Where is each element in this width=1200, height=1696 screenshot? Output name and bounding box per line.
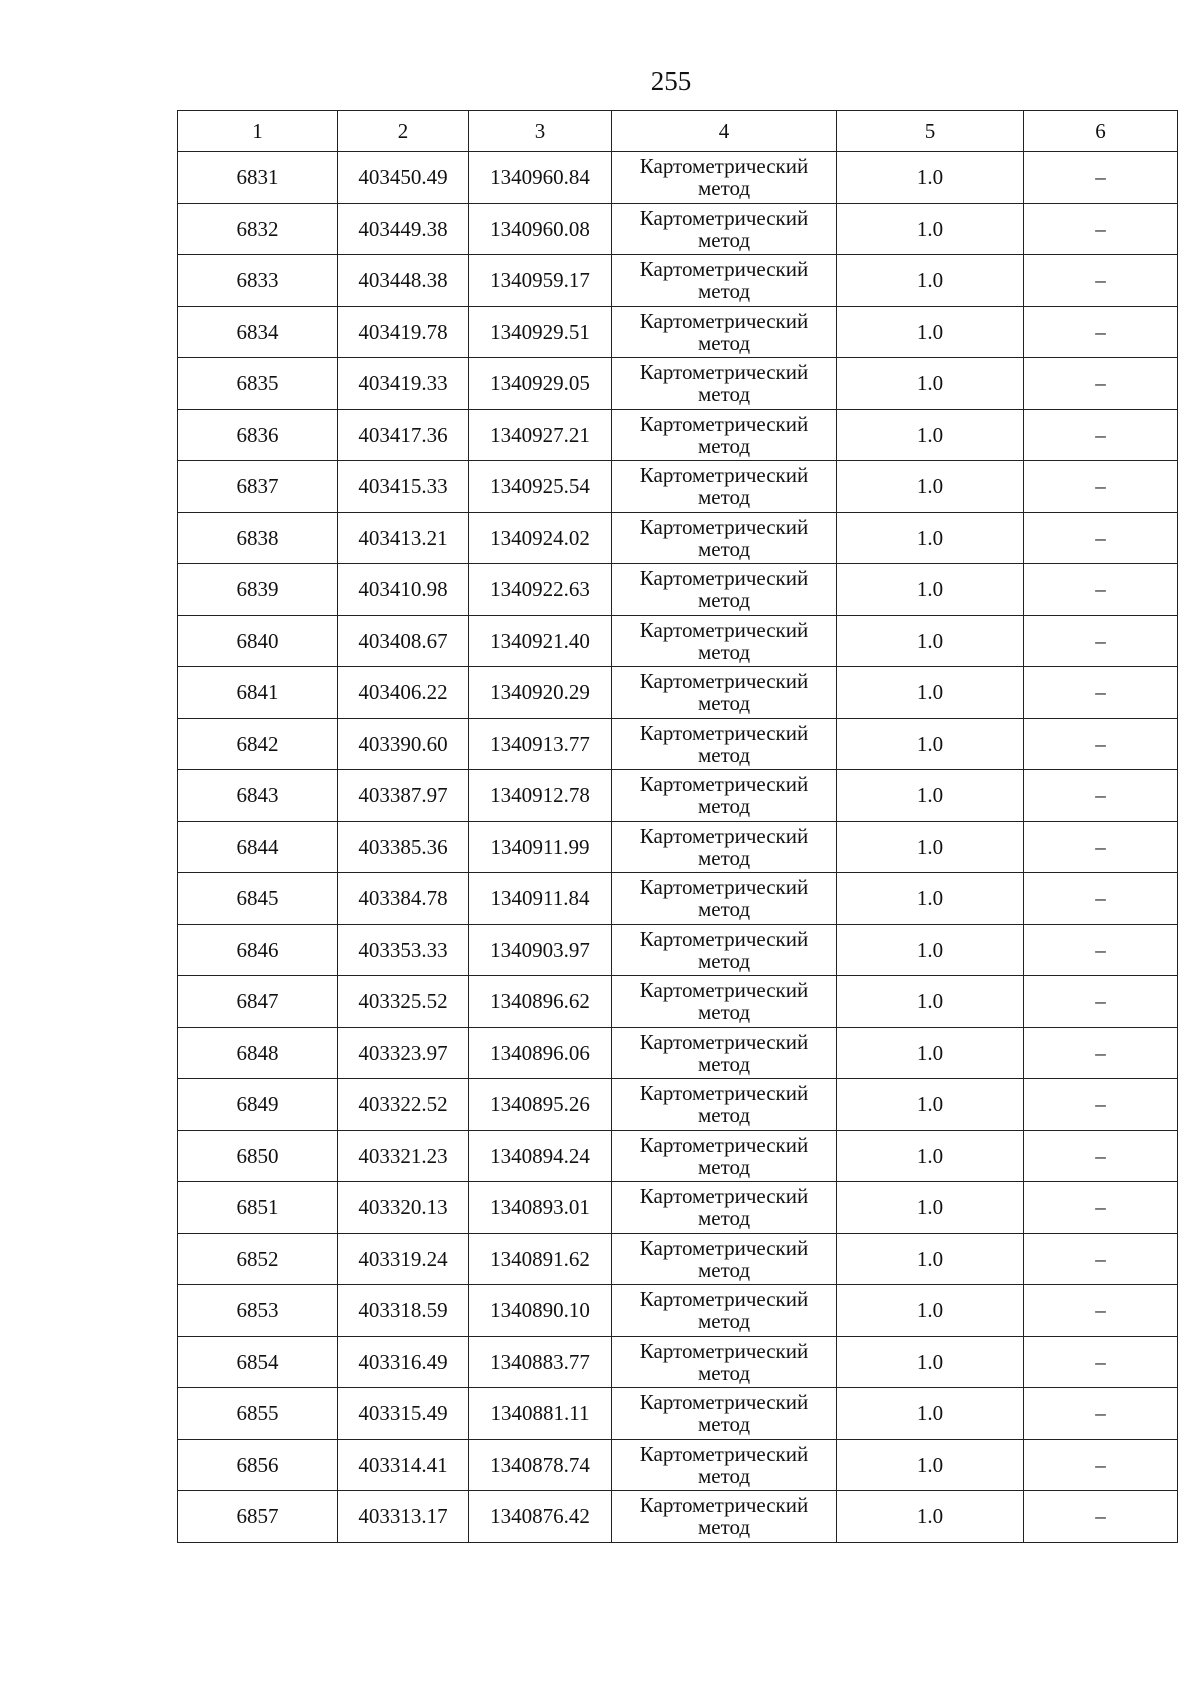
accuracy-cell: 1.0 <box>837 976 1024 1028</box>
note-cell: – <box>1024 1027 1178 1079</box>
table-row <box>178 255 1178 307</box>
coord-y-cell: 1340911.99 <box>469 821 612 873</box>
method-cell: Картометрический метод <box>612 1388 837 1440</box>
accuracy-cell: 1.0 <box>837 718 1024 770</box>
accuracy-cell: 1.0 <box>837 461 1024 513</box>
coord-x-cell: 403410.98 <box>338 564 469 616</box>
page-number: 255 <box>650 66 692 96</box>
coord-x-cell: 403314.41 <box>338 1439 469 1491</box>
point-number-cell: 6832 <box>178 203 338 255</box>
table-row <box>178 924 1178 976</box>
table-row <box>178 1491 1178 1543</box>
point-number-cell: 6845 <box>178 873 338 925</box>
coord-y-cell: 1340922.63 <box>469 564 612 616</box>
accuracy-cell: 1.0 <box>837 667 1024 719</box>
accuracy-cell: 1.0 <box>837 512 1024 564</box>
table-body <box>178 152 1178 1543</box>
table-row <box>178 1130 1178 1182</box>
point-number-cell: 6848 <box>178 1027 338 1079</box>
point-number-cell: 6831 <box>178 152 338 204</box>
accuracy-cell: 1.0 <box>837 358 1024 410</box>
point-number-cell: 6842 <box>178 718 338 770</box>
method-cell: Картометрический метод <box>612 1336 837 1388</box>
coord-y-cell: 1340876.42 <box>469 1491 612 1543</box>
point-number-cell: 6846 <box>178 924 338 976</box>
table-row <box>178 409 1178 461</box>
point-number-cell: 6852 <box>178 1233 338 1285</box>
table-row <box>178 564 1178 616</box>
coord-x-cell: 403318.59 <box>338 1285 469 1337</box>
method-cell: Картометрический метод <box>612 770 837 822</box>
point-number-cell: 6843 <box>178 770 338 822</box>
note-cell: – <box>1024 667 1178 719</box>
note-cell: – <box>1024 512 1178 564</box>
point-number-cell: 6834 <box>178 306 338 358</box>
note-cell: – <box>1024 1130 1178 1182</box>
coord-x-cell: 403313.17 <box>338 1491 469 1543</box>
accuracy-cell: 1.0 <box>837 409 1024 461</box>
method-cell: Картометрический метод <box>612 255 837 307</box>
coord-y-cell: 1340883.77 <box>469 1336 612 1388</box>
note-cell: – <box>1024 409 1178 461</box>
table-row <box>178 976 1178 1028</box>
accuracy-cell: 1.0 <box>837 821 1024 873</box>
note-cell: – <box>1024 615 1178 667</box>
coord-x-cell: 403319.24 <box>338 1233 469 1285</box>
table-row <box>178 1388 1178 1440</box>
accuracy-cell: 1.0 <box>837 255 1024 307</box>
note-cell: – <box>1024 718 1178 770</box>
accuracy-cell: 1.0 <box>837 203 1024 255</box>
coord-y-cell: 1340893.01 <box>469 1182 612 1234</box>
coord-y-cell: 1340912.78 <box>469 770 612 822</box>
coord-x-cell: 403321.23 <box>338 1130 469 1182</box>
accuracy-cell: 1.0 <box>837 1336 1024 1388</box>
table-row <box>178 461 1178 513</box>
point-number-cell: 6851 <box>178 1182 338 1234</box>
coord-y-cell: 1340913.77 <box>469 718 612 770</box>
coord-x-cell: 403325.52 <box>338 976 469 1028</box>
coord-y-cell: 1340960.08 <box>469 203 612 255</box>
coord-y-cell: 1340890.10 <box>469 1285 612 1337</box>
accuracy-cell: 1.0 <box>837 1182 1024 1234</box>
table-row <box>178 770 1178 822</box>
coord-y-cell: 1340896.06 <box>469 1027 612 1079</box>
note-cell: – <box>1024 358 1178 410</box>
coord-x-cell: 403450.49 <box>338 152 469 204</box>
coord-x-cell: 403385.36 <box>338 821 469 873</box>
table-row <box>178 306 1178 358</box>
method-cell: Картометрический метод <box>612 718 837 770</box>
method-cell: Картометрический метод <box>612 512 837 564</box>
method-cell: Картометрический метод <box>612 1130 837 1182</box>
note-cell: – <box>1024 1336 1178 1388</box>
accuracy-cell: 1.0 <box>837 1285 1024 1337</box>
method-cell: Картометрический метод <box>612 203 837 255</box>
table-row <box>178 873 1178 925</box>
table-row <box>178 1182 1178 1234</box>
method-cell: Картометрический метод <box>612 306 837 358</box>
coord-x-cell: 403419.78 <box>338 306 469 358</box>
note-cell: – <box>1024 976 1178 1028</box>
coord-x-cell: 403406.22 <box>338 667 469 719</box>
note-cell: – <box>1024 1388 1178 1440</box>
note-cell: – <box>1024 1182 1178 1234</box>
coord-y-cell: 1340924.02 <box>469 512 612 564</box>
coord-y-cell: 1340894.24 <box>469 1130 612 1182</box>
method-cell: Картометрический метод <box>612 821 837 873</box>
header-col-5: 5 <box>837 111 1024 152</box>
coordinates-table <box>177 110 1178 1543</box>
note-cell: – <box>1024 770 1178 822</box>
header-row <box>178 111 1178 152</box>
table-row <box>178 152 1178 204</box>
coord-y-cell: 1340920.29 <box>469 667 612 719</box>
table-row <box>178 821 1178 873</box>
coord-y-cell: 1340911.84 <box>469 873 612 925</box>
method-cell: Картометрический метод <box>612 924 837 976</box>
coord-x-cell: 403415.33 <box>338 461 469 513</box>
accuracy-cell: 1.0 <box>837 1233 1024 1285</box>
point-number-cell: 6835 <box>178 358 338 410</box>
point-number-cell: 6849 <box>178 1079 338 1131</box>
coord-x-cell: 403387.97 <box>338 770 469 822</box>
table-row <box>178 203 1178 255</box>
accuracy-cell: 1.0 <box>837 1079 1024 1131</box>
note-cell: – <box>1024 1439 1178 1491</box>
coord-x-cell: 403316.49 <box>338 1336 469 1388</box>
coord-y-cell: 1340896.62 <box>469 976 612 1028</box>
table-row <box>178 1079 1178 1131</box>
coord-x-cell: 403384.78 <box>338 873 469 925</box>
coord-y-cell: 1340878.74 <box>469 1439 612 1491</box>
accuracy-cell: 1.0 <box>837 564 1024 616</box>
coord-y-cell: 1340929.05 <box>469 358 612 410</box>
coord-x-cell: 403448.38 <box>338 255 469 307</box>
note-cell: – <box>1024 306 1178 358</box>
method-cell: Картометрический метод <box>612 1182 837 1234</box>
method-cell: Картометрический метод <box>612 1233 837 1285</box>
point-number-cell: 6857 <box>178 1491 338 1543</box>
coord-x-cell: 403322.52 <box>338 1079 469 1131</box>
method-cell: Картометрический метод <box>612 358 837 410</box>
table-header <box>178 111 1178 152</box>
method-cell: Картометрический метод <box>612 667 837 719</box>
method-cell: Картометрический метод <box>612 1027 837 1079</box>
table-row <box>178 358 1178 410</box>
accuracy-cell: 1.0 <box>837 1388 1024 1440</box>
table-row <box>178 512 1178 564</box>
point-number-cell: 6838 <box>178 512 338 564</box>
note-cell: – <box>1024 1233 1178 1285</box>
coord-x-cell: 403413.21 <box>338 512 469 564</box>
point-number-cell: 6856 <box>178 1439 338 1491</box>
coord-y-cell: 1340895.26 <box>469 1079 612 1131</box>
accuracy-cell: 1.0 <box>837 1130 1024 1182</box>
coord-x-cell: 403353.33 <box>338 924 469 976</box>
table-row <box>178 1233 1178 1285</box>
note-cell: – <box>1024 1079 1178 1131</box>
coord-y-cell: 1340881.11 <box>469 1388 612 1440</box>
header-col-2: 2 <box>338 111 469 152</box>
coord-y-cell: 1340960.84 <box>469 152 612 204</box>
note-cell: – <box>1024 924 1178 976</box>
accuracy-cell: 1.0 <box>837 1491 1024 1543</box>
coord-y-cell: 1340959.17 <box>469 255 612 307</box>
coord-x-cell: 403419.33 <box>338 358 469 410</box>
coord-y-cell: 1340927.21 <box>469 409 612 461</box>
point-number-cell: 6853 <box>178 1285 338 1337</box>
method-cell: Картометрический метод <box>612 461 837 513</box>
point-number-cell: 6850 <box>178 1130 338 1182</box>
method-cell: Картометрический метод <box>612 152 837 204</box>
coord-x-cell: 403390.60 <box>338 718 469 770</box>
accuracy-cell: 1.0 <box>837 1439 1024 1491</box>
method-cell: Картометрический метод <box>612 1079 837 1131</box>
point-number-cell: 6836 <box>178 409 338 461</box>
method-cell: Картометрический метод <box>612 873 837 925</box>
coord-x-cell: 403449.38 <box>338 203 469 255</box>
coord-y-cell: 1340903.97 <box>469 924 612 976</box>
method-cell: Картометрический метод <box>612 615 837 667</box>
coord-x-cell: 403320.13 <box>338 1182 469 1234</box>
note-cell: – <box>1024 461 1178 513</box>
point-number-cell: 6839 <box>178 564 338 616</box>
coord-x-cell: 403315.49 <box>338 1388 469 1440</box>
point-number-cell: 6840 <box>178 615 338 667</box>
accuracy-cell: 1.0 <box>837 873 1024 925</box>
coord-y-cell: 1340929.51 <box>469 306 612 358</box>
point-number-cell: 6841 <box>178 667 338 719</box>
header-col-4: 4 <box>612 111 837 152</box>
table-row <box>178 718 1178 770</box>
method-cell: Картометрический метод <box>612 1491 837 1543</box>
table-row <box>178 1336 1178 1388</box>
coord-x-cell: 403323.97 <box>338 1027 469 1079</box>
method-cell: Картометрический метод <box>612 976 837 1028</box>
note-cell: – <box>1024 1285 1178 1337</box>
table-row <box>178 1439 1178 1491</box>
method-cell: Картометрический метод <box>612 564 837 616</box>
table-row <box>178 1285 1178 1337</box>
note-cell: – <box>1024 564 1178 616</box>
header-col-6: 6 <box>1024 111 1178 152</box>
note-cell: – <box>1024 1491 1178 1543</box>
point-number-cell: 6844 <box>178 821 338 873</box>
accuracy-cell: 1.0 <box>837 770 1024 822</box>
table-row <box>178 667 1178 719</box>
point-number-cell: 6833 <box>178 255 338 307</box>
coord-y-cell: 1340921.40 <box>469 615 612 667</box>
note-cell: – <box>1024 152 1178 204</box>
point-number-cell: 6837 <box>178 461 338 513</box>
accuracy-cell: 1.0 <box>837 924 1024 976</box>
method-cell: Картометрический метод <box>612 1285 837 1337</box>
accuracy-cell: 1.0 <box>837 306 1024 358</box>
point-number-cell: 6854 <box>178 1336 338 1388</box>
coord-y-cell: 1340891.62 <box>469 1233 612 1285</box>
note-cell: – <box>1024 203 1178 255</box>
coord-x-cell: 403408.67 <box>338 615 469 667</box>
note-cell: – <box>1024 873 1178 925</box>
accuracy-cell: 1.0 <box>837 1027 1024 1079</box>
point-number-cell: 6847 <box>178 976 338 1028</box>
coord-y-cell: 1340925.54 <box>469 461 612 513</box>
point-number-cell: 6855 <box>178 1388 338 1440</box>
note-cell: – <box>1024 821 1178 873</box>
accuracy-cell: 1.0 <box>837 152 1024 204</box>
note-cell: – <box>1024 255 1178 307</box>
method-cell: Картометрический метод <box>612 1439 837 1491</box>
method-cell: Картометрический метод <box>612 409 837 461</box>
coord-x-cell: 403417.36 <box>338 409 469 461</box>
accuracy-cell: 1.0 <box>837 615 1024 667</box>
table-row <box>178 1027 1178 1079</box>
header-col-1: 1 <box>178 111 338 152</box>
table-row <box>178 615 1178 667</box>
header-col-3: 3 <box>469 111 612 152</box>
